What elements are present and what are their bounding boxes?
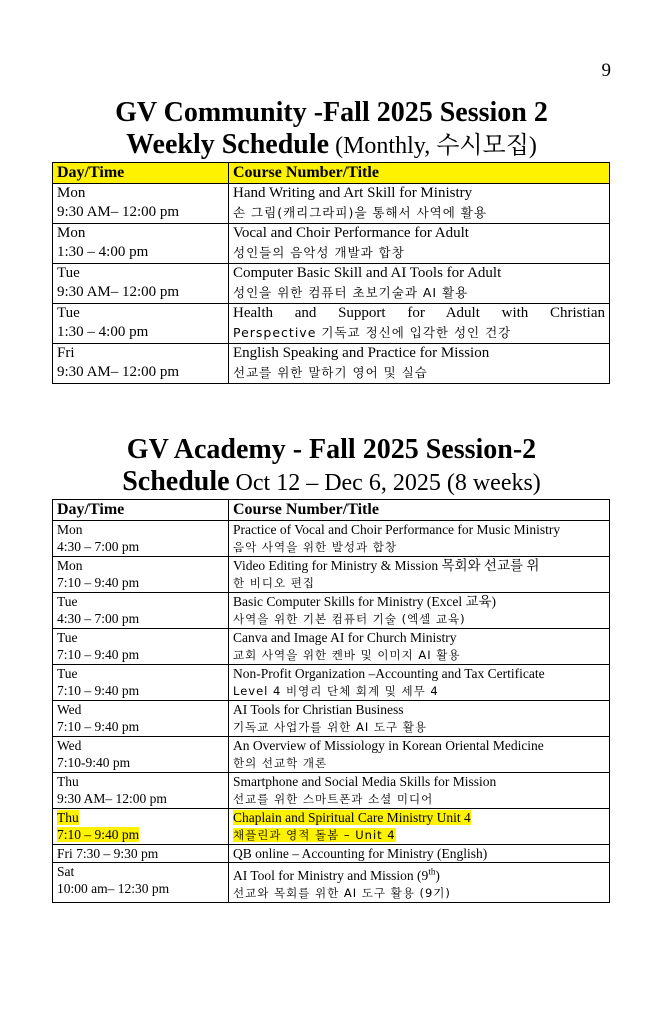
- course-cell: [229, 845, 610, 863]
- day: Tue: [57, 265, 80, 281]
- academy-title: [0, 434, 663, 499]
- course-cell: [229, 593, 610, 629]
- course-cell: [229, 521, 610, 557]
- course-title-ko: 교회 사역을 위한 켄바 및 이미지 AI 활용: [233, 648, 461, 662]
- time: 7:10 – 9:40 pm: [57, 719, 140, 734]
- day: Fri: [57, 345, 75, 361]
- course-title-en-pre: AI Tool for Ministry and Mission (9: [233, 867, 429, 883]
- time: 7:10 – 9:40 pm: [57, 683, 140, 698]
- academy-section: [0, 434, 663, 903]
- table-row: [53, 701, 610, 737]
- course-cell: [229, 809, 610, 845]
- day: Mon: [57, 522, 83, 537]
- day: Thu: [57, 774, 79, 789]
- day-time-cell: [53, 304, 229, 344]
- table-row: [53, 264, 610, 304]
- table-row: [53, 593, 610, 629]
- time: 7:10 – 9:40 pm: [57, 575, 140, 590]
- course-title-en-post: ): [435, 867, 440, 883]
- course-title-ko: 선교와 목회를 위한 AI 도구 활용 (9기): [233, 885, 451, 900]
- table-row: [53, 557, 610, 593]
- course-cell: [229, 304, 610, 344]
- ordinal-suffix: th: [428, 866, 436, 876]
- course-title-ko: 손 그림(캐리그라피)을 통해서 사역에 활용: [233, 205, 487, 220]
- table-row: [53, 184, 610, 224]
- page-number: 9: [601, 60, 611, 81]
- course-cell: [229, 665, 610, 701]
- course-cell: [229, 629, 610, 665]
- time: 9:30 AM– 12:00 pm: [57, 791, 167, 806]
- course-title-en: Smartphone and Social Media Skills for Mission: [233, 774, 497, 789]
- course-cell: [229, 184, 610, 224]
- time: 9:30 AM– 12:00 pm: [57, 364, 180, 380]
- course-title-ko: 음악 사역을 위한 발성과 합창: [233, 540, 397, 554]
- table-row: [53, 845, 610, 863]
- table-header-row: [53, 163, 610, 184]
- header-course-title: Course Number/Title: [229, 163, 610, 184]
- course-title-ko: 채플린과 영적 돌봄 – Unit 4: [233, 828, 396, 842]
- course-title-en: Video Editing for Ministry & Mission 목회와 선교를 위: [233, 558, 540, 573]
- day: Sat: [57, 864, 75, 879]
- community-title-line2: Weekly Schedule: [126, 129, 330, 160]
- day-time-cell: [53, 737, 229, 773]
- academy-schedule-table: [52, 499, 610, 903]
- day: Mon: [57, 558, 83, 573]
- day-time-cell: [53, 773, 229, 809]
- course-title-en: QB online – Accounting for Ministry (English): [233, 846, 488, 861]
- day: Tue: [57, 666, 78, 681]
- course-cell: [229, 773, 610, 809]
- academy-title-subtitle: Oct 12 – Dec 6, 2025 (8 weeks): [229, 470, 541, 496]
- day-time-cell: [53, 863, 229, 903]
- day: Mon: [57, 185, 86, 201]
- course-cell: [229, 737, 610, 773]
- time: 7:10 – 9:40 pm: [57, 827, 140, 842]
- table-row: [53, 665, 610, 701]
- table-row: [53, 863, 610, 903]
- time: 7:10-9:40 pm: [57, 755, 131, 770]
- course-title-en: An Overview of Missiology in Korean Oriental Medicine: [233, 738, 544, 753]
- course-title-ko: 성인을 위한 컴퓨터 초보기술과 AI 활용: [233, 285, 469, 300]
- day-time-cell: [53, 557, 229, 593]
- course-cell: [229, 557, 610, 593]
- day: Tue: [57, 630, 78, 645]
- header-day-time: Day/Time: [53, 500, 229, 521]
- community-title-line1: GV Community -Fall 2025 Session 2: [115, 97, 548, 128]
- day-time-cell: [53, 344, 229, 384]
- course-title-ko: 한의 선교학 개론: [233, 756, 328, 770]
- day-time-cell: [53, 809, 229, 845]
- course-cell: [229, 863, 610, 903]
- day: Wed: [57, 738, 82, 753]
- time: 1:30 – 4:00 pm: [57, 244, 149, 260]
- day-time-cell: [53, 224, 229, 264]
- community-section: [0, 97, 663, 384]
- time: 9:30 AM– 12:00 pm: [57, 284, 180, 300]
- course-title-en: [233, 868, 440, 883]
- course-title-en: Non-Profit Organization –Accounting and Tax Certificate: [233, 666, 545, 681]
- course-title-en: Canva and Image AI for Church Ministry: [233, 630, 457, 645]
- day-time-cell: [53, 184, 229, 224]
- day-time-cell: [53, 629, 229, 665]
- table-row: [53, 304, 610, 344]
- day: Tue: [57, 305, 80, 321]
- course-title-en: Practice of Vocal and Choir Performance for Music Ministry: [233, 522, 561, 537]
- course-title-en: Vocal and Choir Performance for Adult: [233, 225, 469, 241]
- course-cell: [229, 344, 610, 384]
- course-title-en: Basic Computer Skills for Ministry (Excel 교육): [233, 594, 497, 609]
- day-time-cell: [53, 701, 229, 737]
- day: Mon: [57, 225, 86, 241]
- time: 4:30 – 7:00 pm: [57, 611, 140, 626]
- course-title-ko: 사역을 위한 기본 컴퓨터 기술 (엑셀 교육): [233, 612, 466, 626]
- day: Wed: [57, 702, 82, 717]
- table-row-highlighted: [53, 809, 610, 845]
- day-time-cell: [53, 264, 229, 304]
- course-title-ko: 성인들의 음악성 개발과 합창: [233, 245, 405, 260]
- academy-title-line1: GV Academy - Fall 2025 Session-2: [126, 434, 537, 465]
- course-cell: [229, 701, 610, 737]
- course-title-en: English Speaking and Practice for Mission: [233, 345, 490, 361]
- course-title-ko: 한 비디오 편집: [233, 576, 315, 590]
- day-time-cell: [53, 665, 229, 701]
- course-title-ko: 선교를 위한 말하기 영어 및 실습: [233, 365, 428, 380]
- table-row: [53, 344, 610, 384]
- table-row: [53, 773, 610, 809]
- course-title-ko: 선교를 위한 스마트폰과 소셜 미디어: [233, 792, 434, 806]
- table-row: [53, 629, 610, 665]
- day: Thu: [57, 810, 79, 825]
- course-title-ko: 기독교 사업가를 위한 AI 도구 활용: [233, 720, 427, 734]
- table-row: [53, 737, 610, 773]
- header-day-time: Day/Time: [53, 163, 229, 184]
- day-time-cell: [53, 593, 229, 629]
- course-cell: [229, 224, 610, 264]
- course-title-ko: Perspective 기독교 정신에 입각한 성인 건강: [233, 325, 512, 340]
- header-course-title: Course Number/Title: [229, 500, 610, 521]
- time: 9:30 AM– 12:00 pm: [57, 204, 180, 220]
- time: 7:10 – 9:40 pm: [57, 647, 140, 662]
- course-title-en: Hand Writing and Art Skill for Ministry: [233, 185, 473, 201]
- time: 1:30 – 4:00 pm: [57, 324, 149, 340]
- day-time-cell: Fri 7:30 – 9:30 pm: [53, 845, 229, 863]
- day: Tue: [57, 594, 78, 609]
- course-title-en: Computer Basic Skill and AI Tools for Adult: [233, 265, 502, 281]
- community-title: [0, 97, 663, 162]
- course-cell: [229, 264, 610, 304]
- community-title-subtitle: (Monthly, 수시모집): [329, 133, 537, 159]
- course-title-en: Chaplain and Spiritual Care Ministry Unit 4: [233, 810, 471, 825]
- table-row: [53, 224, 610, 264]
- day-time-cell: [53, 521, 229, 557]
- time: 10:00 am– 12:30 pm: [57, 881, 170, 896]
- table-header-row: [53, 500, 610, 521]
- course-title-en: Health and Support for Adult with Christian: [233, 305, 605, 321]
- community-schedule-table: [52, 162, 610, 384]
- time: 4:30 – 7:00 pm: [57, 539, 140, 554]
- table-row: [53, 521, 610, 557]
- academy-title-line2: Schedule: [122, 466, 230, 497]
- course-title-ko: Level 4 비영리 단체 회계 및 세무 4: [233, 684, 439, 698]
- course-title-en: AI Tools for Christian Business: [233, 702, 404, 717]
